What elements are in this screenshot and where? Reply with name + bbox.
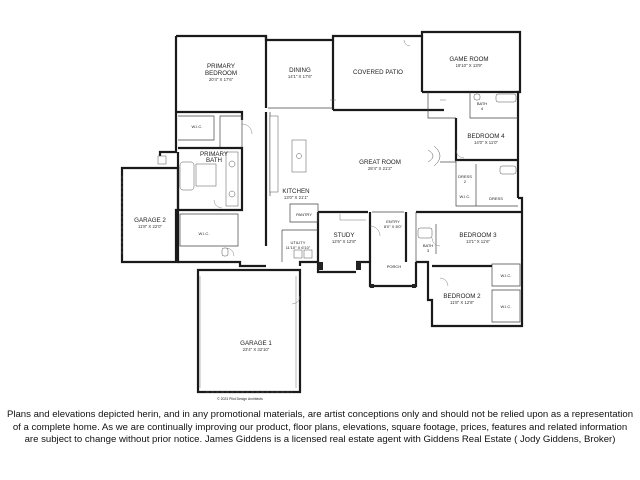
wic-bed4-label: W.I.C.	[459, 194, 471, 199]
wic-bed2-label: W.I.C.	[500, 304, 512, 309]
bath-4-label: BATH	[476, 101, 488, 106]
bath-3-number: 3	[426, 248, 430, 253]
dress-2-label: DRESS	[458, 174, 472, 179]
garage-1-dims: 23'4" X 32'10"	[242, 347, 270, 352]
covered-patio-label: COVERED PATIO	[353, 69, 403, 76]
bath-3-label: BATH	[422, 243, 434, 248]
wic-bed3-label: W.I.C.	[500, 273, 512, 278]
utility-dims: 11'10" X 6'10"	[285, 245, 311, 250]
great-room-label: GREAT ROOM	[359, 159, 401, 166]
study-dims: 12'6" X 12'8"	[331, 239, 357, 244]
bedroom-3-label: BEDROOM 3	[459, 232, 497, 239]
game-room-dims: 19'10" X 13'9"	[455, 63, 483, 68]
primary-wic-label: W.I.C.	[191, 124, 203, 129]
kitchen-dims: 13'0" X 21'1"	[283, 195, 309, 200]
door-swings	[214, 40, 464, 304]
primary-bath-label-2: BATH	[205, 157, 223, 164]
game-room-label: GAME ROOM	[449, 56, 489, 63]
garage-1-label: GARAGE 1	[240, 340, 272, 347]
bedroom-2-label: BEDROOM 2	[443, 293, 481, 300]
primary-bedroom-label-2: BEDROOM	[205, 70, 237, 77]
primary-bedroom-label-1: PRIMARY	[206, 63, 236, 70]
entry-label: ENTRY	[386, 219, 400, 224]
primary-bedroom-dims: 20'4" X 17'6"	[208, 77, 234, 82]
primary-bath-label-1: PRIMARY	[199, 151, 229, 158]
bedroom-3-dims: 13'1" X 11'6"	[466, 239, 490, 244]
wic-2-label: W.I.C.	[198, 231, 210, 236]
utility-label: UTILITY	[290, 240, 306, 245]
kitchen-label: KITCHEN	[282, 188, 310, 195]
pantry-label: PANTRY	[296, 212, 312, 217]
garage-2-dims: 11'8" X 22'0"	[138, 224, 162, 229]
bedroom-2-dims: 11'8" X 12'8"	[450, 300, 474, 305]
dress-2-number: 2	[463, 179, 467, 184]
dress-label: DRESS	[489, 196, 503, 201]
porch-label: PORCH	[386, 264, 402, 269]
entry-dims: 8'0" X 8'0"	[383, 224, 403, 229]
dining-dims: 14'1" X 17'6"	[287, 74, 313, 79]
bedroom-4-dims: 14'0" X 11'0"	[474, 140, 498, 145]
disclaimer-text: Plans and elevations depicted herin, and in any promotional materials, are artist conceptions only and should not be relied upon as a representation of a complete home. As we are continually improving our product, floor plans, elevations, square footage, prices, features and related information are subject to change without prior notice. James Giddens is a licensed real estate agent with Giddens Real Estate ( Jody Giddens, Broker)	[6, 409, 634, 446]
copyright-text: © 2023 Pilot Design Architects	[217, 397, 263, 401]
garage-2-label: GARAGE 2	[134, 217, 166, 224]
bath-4-number: 4	[480, 106, 484, 111]
dining-label: DINING	[289, 67, 311, 74]
great-room-dims: 28'4" X 21'2"	[367, 166, 393, 171]
bedroom-4-label: BEDROOM 4	[467, 133, 505, 140]
study-label: STUDY	[333, 232, 355, 239]
